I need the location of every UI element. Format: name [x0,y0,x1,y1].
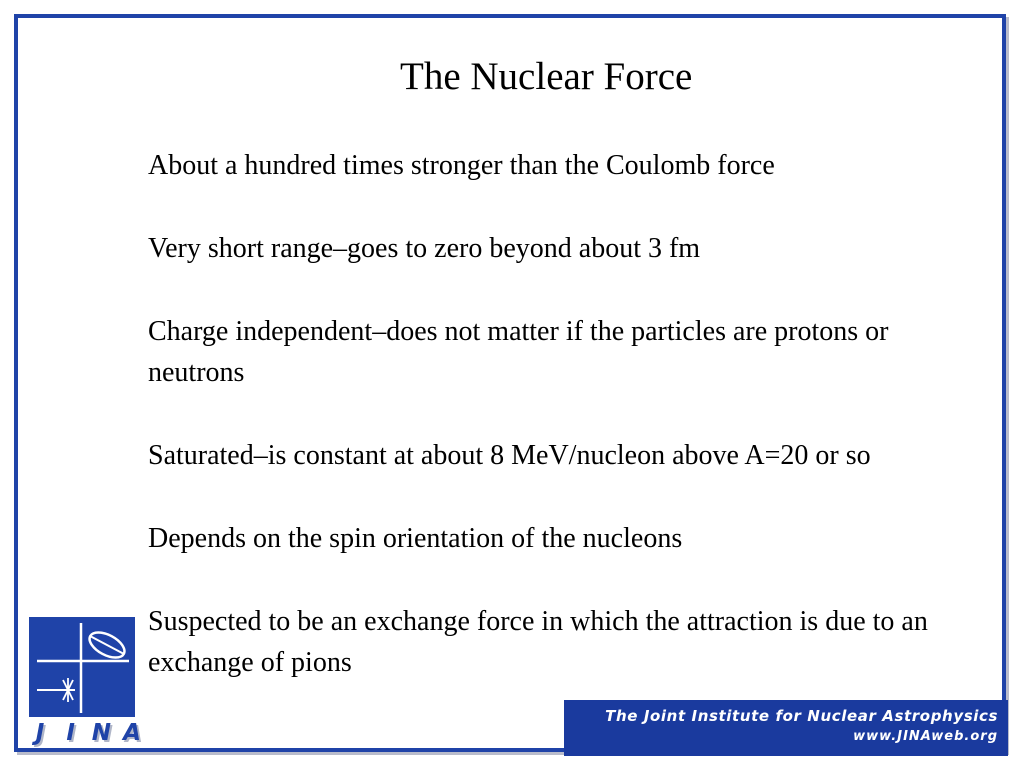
logo-letter: N [91,720,111,746]
logo-letter: J [35,720,45,746]
slide-title: The Nuclear Force [400,55,693,98]
institute-name: The Joint Institute for Nuclear Astrophysics [605,707,998,725]
institute-banner [564,700,1008,756]
logo-letter: A [123,720,141,746]
jina-logo-icon [29,617,135,717]
bullet-list [148,145,978,725]
bullet-item: Depends on the spin orientation of the nucleons [148,523,683,554]
logo-wordmark [27,720,145,746]
bullet-item: About a hundred times stronger than the Coulomb force [148,150,775,181]
bullet-item: Very short range–goes to zero beyond about 3 fm [148,233,701,264]
logo-letter: I [66,720,75,746]
bullet-item: Saturated–is constant at about 8 MeV/nucleon above A=20 or so [148,440,871,471]
jina-logo [27,617,141,747]
bullet-item: Suspected to be an exchange force in which the attraction is due to an exchange of pions [148,606,928,678]
institute-url: www.JINAweb.org [853,729,998,744]
bullet-item: Charge independent–does not matter if the particles are protons or neutrons [148,316,889,388]
